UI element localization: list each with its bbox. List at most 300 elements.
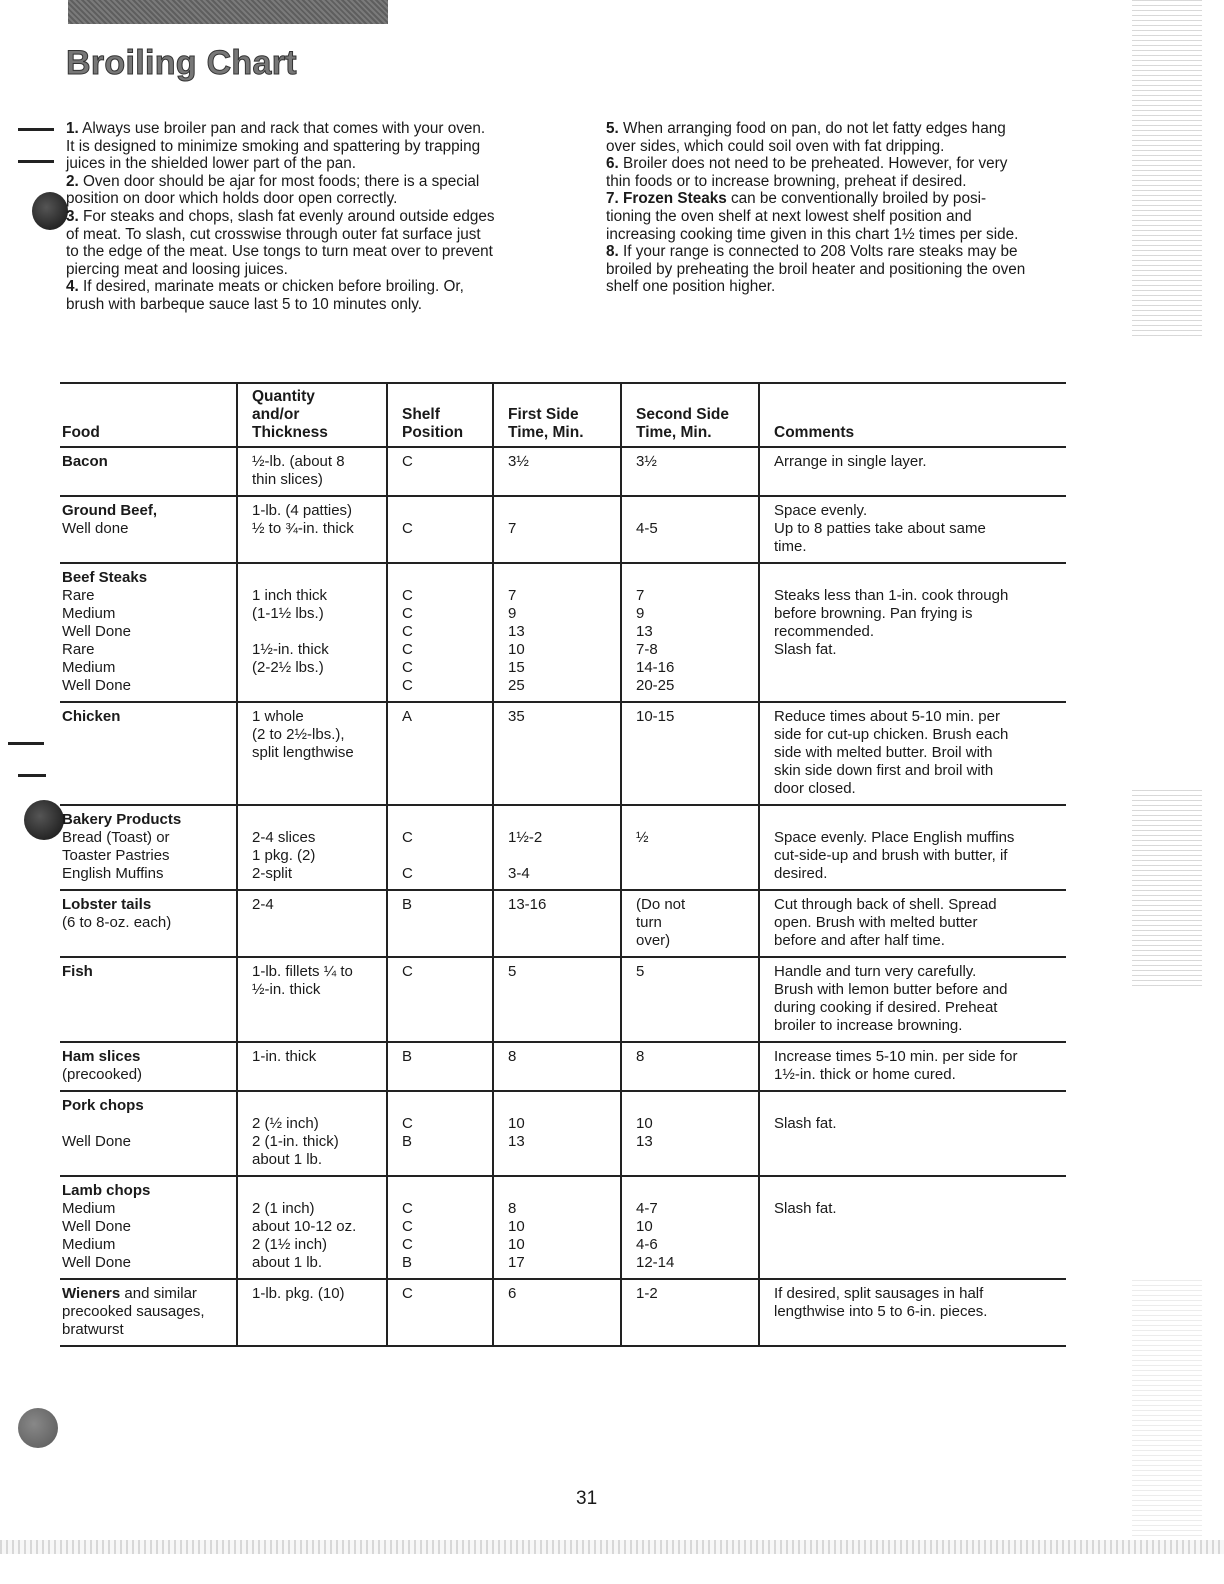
- scan-artifact: [1132, 1280, 1202, 1540]
- first-side-time: 35: [508, 708, 525, 725]
- second-side-time: 14-16: [636, 659, 675, 676]
- comment-line: door closed.: [774, 780, 856, 797]
- quantity-line: [252, 811, 382, 829]
- second-side-time: (Do not: [636, 896, 686, 913]
- quantity-line: thin slices): [252, 471, 323, 488]
- quantity-cell: [237, 957, 387, 1042]
- shelf-position: C: [402, 623, 413, 640]
- food-variant: Well Done: [62, 1254, 131, 1271]
- food-variant: Medium: [62, 659, 116, 676]
- food-name: Bacon: [62, 453, 108, 470]
- second-side-time: 7: [636, 587, 645, 604]
- quantity-cell: [237, 890, 387, 957]
- scan-artifact: [1132, 790, 1202, 990]
- table-row: [60, 957, 1066, 1042]
- first-side-time: [508, 502, 616, 520]
- second-side-time: [636, 1182, 754, 1200]
- quantity-line: 1 inch thick: [252, 587, 328, 604]
- second-side-time: 5: [636, 963, 645, 980]
- shelf-cell: [387, 702, 493, 805]
- first-side-time: 7: [508, 520, 517, 537]
- comments-cell: [759, 563, 1066, 702]
- comments-cell: [759, 447, 1066, 496]
- shelf-position: [402, 1097, 488, 1115]
- comment-line: [774, 1097, 1062, 1115]
- shelf-position: B: [402, 896, 413, 913]
- binder-hole-icon: [24, 800, 64, 840]
- shelf-position: [402, 1182, 488, 1200]
- quantity-line: (2 to 2½-lbs.),: [252, 726, 345, 743]
- note-text: If desired, marinate meats or chicken before broiling. Or,: [83, 278, 464, 296]
- header-second-side: Second Side Time, Min.: [621, 383, 759, 447]
- quantity-line: 1 whole: [252, 708, 304, 725]
- table-row: [60, 1176, 1066, 1279]
- note-item: [66, 120, 544, 173]
- note-item: [66, 278, 544, 313]
- second-side-time: 4-6: [636, 1236, 658, 1253]
- note-number: 5.: [606, 120, 619, 137]
- header-quantity: Quantity and/or Thickness: [237, 383, 387, 447]
- margin-mark: [8, 742, 44, 745]
- second-side-cell: [621, 447, 759, 496]
- shelf-cell: [387, 890, 493, 957]
- comment-line: 1½-in. thick or home cured.: [774, 1066, 956, 1083]
- shelf-cell: [387, 805, 493, 890]
- comment-line: Handle and turn very carefully.: [774, 963, 977, 980]
- note-number: 2.: [66, 172, 79, 190]
- note-number: 1.: [66, 120, 79, 137]
- page-title: Broiling Chart: [66, 44, 297, 82]
- shelf-position: C: [402, 1200, 413, 1217]
- shelf-position: B: [402, 1254, 413, 1271]
- quantity-line: (1-1½ lbs.): [252, 605, 324, 622]
- food-name: Lamb chops: [62, 1182, 151, 1199]
- quantity-line: 2 (½ inch): [252, 1115, 319, 1132]
- first-side-time: 25: [508, 677, 525, 694]
- quantity-line: 1-lb. (4 patties): [252, 502, 353, 519]
- first-side-cell: [493, 1091, 621, 1176]
- table-row: [60, 805, 1066, 890]
- table-header-row: [60, 383, 1066, 447]
- quantity-line: 1 pkg. (2): [252, 847, 316, 864]
- second-side-time: 4-7: [636, 1200, 658, 1217]
- first-side-cell: [493, 1176, 621, 1279]
- quantity-line: 2 (1½ inch): [252, 1236, 328, 1253]
- note-text: It is designed to minimize smoking and spattering by trapping: [66, 137, 481, 155]
- comment-line: [774, 811, 1062, 829]
- comment-line: Reduce times about 5-10 min. per: [774, 708, 1000, 725]
- food-cell: [60, 805, 237, 890]
- quantity-line: 1-in. thick: [252, 1048, 317, 1065]
- shelf-position: C: [402, 1236, 413, 1253]
- comments-cell: [759, 1091, 1066, 1176]
- table-row: [60, 496, 1066, 563]
- shelf-position: [402, 502, 488, 520]
- note-text: When arranging food on pan, do not let fatty edges hang: [623, 120, 1006, 137]
- first-side-time: [508, 569, 616, 587]
- second-side-time: 10-15: [636, 708, 675, 725]
- food-name: Bakery Products: [62, 811, 182, 828]
- second-side-time: 9: [636, 605, 645, 622]
- second-side-time: [636, 569, 754, 587]
- comment-line: lengthwise into 5 to 6-in. pieces.: [774, 1303, 988, 1320]
- note-text: juices in the shielded lower part of the pan.: [66, 155, 356, 173]
- food-variant: Well Done: [62, 623, 131, 640]
- note-number: 6.: [606, 155, 619, 173]
- quantity-line: about 10-12 oz.: [252, 1218, 357, 1235]
- food-cell: [60, 1176, 237, 1279]
- quantity-cell: [237, 1042, 387, 1091]
- food-name: Beef Steaks: [62, 569, 148, 586]
- quantity-line: 2 (1 inch): [252, 1200, 315, 1217]
- note-text: Oven door should be ajar for most foods; there is a special: [83, 172, 480, 190]
- second-side-time: 13: [636, 1133, 653, 1150]
- food-variant: Rare: [62, 587, 95, 604]
- comments-cell: [759, 496, 1066, 563]
- quantity-cell: [237, 702, 387, 805]
- second-side-cell: [621, 1042, 759, 1091]
- second-side-cell: [621, 957, 759, 1042]
- quantity-line: [252, 1097, 382, 1115]
- food-name: Lobster tails: [62, 896, 152, 913]
- comment-line: [774, 569, 1062, 587]
- header-shelf: Shelf Position: [387, 383, 493, 447]
- food-variant: Medium: [62, 1236, 116, 1253]
- second-side-time: 10: [636, 1218, 653, 1235]
- first-side-time: 5: [508, 963, 517, 980]
- comment-line: side with melted butter. Broil with: [774, 744, 993, 761]
- second-side-time: ½: [636, 829, 649, 846]
- shelf-position: C: [402, 641, 413, 658]
- first-side-time: 6: [508, 1285, 517, 1302]
- comments-cell: [759, 1279, 1066, 1346]
- note-item: [66, 208, 544, 278]
- scan-artifact: [0, 1540, 1224, 1554]
- shelf-position: [402, 569, 488, 587]
- note-number: 7.: [606, 190, 619, 208]
- note-item: [606, 155, 1068, 190]
- comment-line: [774, 1182, 1062, 1200]
- quantity-cell: [237, 496, 387, 563]
- food-name: Pork chops: [62, 1097, 144, 1114]
- note-text: position on door which holds door open correctly.: [66, 190, 398, 208]
- note-text: over sides, which could soil oven with fat dripping.: [606, 137, 945, 155]
- first-side-cell: [493, 957, 621, 1042]
- shelf-position: C: [402, 520, 413, 537]
- comment-line: Slash fat.: [774, 1200, 837, 1217]
- note-text: tioning the oven shelf at next lowest shelf position and: [606, 207, 972, 225]
- second-side-time: 12-14: [636, 1254, 675, 1271]
- food-cell: [60, 957, 237, 1042]
- food-variant: Well Done: [62, 1133, 131, 1150]
- note-text: can be conventionally broiled by posi-: [730, 190, 987, 208]
- food-name: Ham slices: [62, 1048, 141, 1065]
- shelf-position: C: [402, 1218, 413, 1235]
- note-text: For steaks and chops, slash fat evenly around outside edges: [83, 207, 495, 225]
- note-text: thin foods or to increase browning, preheat if desired.: [606, 172, 967, 190]
- food-variant: (precooked): [62, 1066, 143, 1083]
- table-row: [60, 563, 1066, 702]
- note-text: shelf one position higher.: [606, 278, 776, 296]
- comment-line: broiler to increase browning.: [774, 1017, 963, 1034]
- food-name: Wieners: [62, 1285, 121, 1302]
- second-side-cell: [621, 805, 759, 890]
- shelf-cell: [387, 1042, 493, 1091]
- first-side-cell: [493, 805, 621, 890]
- note-text: broiled by preheating the broil heater and positioning the oven: [606, 260, 1026, 278]
- food-cell: [60, 1042, 237, 1091]
- broiling-chart-table: [60, 382, 1066, 1347]
- note-item: [606, 190, 1068, 243]
- first-side-time: 13: [508, 623, 525, 640]
- comment-line: If desired, split sausages in half: [774, 1285, 984, 1302]
- note-text: Broiler does not need to be preheated. However, for very: [623, 155, 1008, 173]
- food-variant: Well Done: [62, 677, 131, 694]
- shelf-position: B: [402, 1048, 413, 1065]
- note-item: [606, 243, 1068, 296]
- second-side-cell: [621, 702, 759, 805]
- second-side-time: 7-8: [636, 641, 658, 658]
- comment-line: during cooking if desired. Preheat: [774, 999, 998, 1016]
- first-side-time: 1½-2: [508, 829, 543, 846]
- food-cell: [60, 563, 237, 702]
- first-side-cell: [493, 447, 621, 496]
- first-side-cell: [493, 1279, 621, 1346]
- note-number: 3.: [66, 207, 79, 225]
- food-variant: English Muffins: [62, 865, 164, 882]
- comment-line: before browning. Pan frying is: [774, 605, 973, 622]
- comment-line: before and after half time.: [774, 932, 945, 949]
- quantity-line: 2 (1-in. thick): [252, 1133, 339, 1150]
- second-side-time: [636, 811, 754, 829]
- shelf-position: C: [402, 1115, 413, 1132]
- note-text: of meat. To slash, cut crosswise through outer fat surface just: [66, 225, 481, 243]
- food-variant: Toaster Pastries: [62, 847, 170, 864]
- shelf-cell: [387, 1279, 493, 1346]
- first-side-time: [508, 1182, 616, 1200]
- shelf-position: A: [402, 708, 413, 725]
- food-variant: bratwurst: [62, 1321, 124, 1338]
- quantity-cell: [237, 1091, 387, 1176]
- first-side-cell: [493, 702, 621, 805]
- table-row: [60, 1042, 1066, 1091]
- comments-cell: [759, 1176, 1066, 1279]
- quantity-cell: [237, 1279, 387, 1346]
- header-comments: Comments: [759, 383, 1066, 447]
- shelf-position: [402, 847, 488, 865]
- first-side-time: [508, 1097, 616, 1115]
- comment-line: skin side down first and broil with: [774, 762, 994, 779]
- first-side-time: 9: [508, 605, 517, 622]
- shelf-position: B: [402, 1133, 413, 1150]
- comment-line: Increase times 5-10 min. per side for: [774, 1048, 1018, 1065]
- first-side-cell: [493, 563, 621, 702]
- food-suffix: and similar: [120, 1285, 197, 1302]
- first-side-time: 10: [508, 1236, 525, 1253]
- table-row: [60, 1279, 1066, 1346]
- comment-line: Slash fat.: [774, 641, 837, 658]
- second-side-time: 13: [636, 623, 653, 640]
- quantity-line: [252, 1182, 382, 1200]
- note-text: increasing cooking time given in this chart 1½ times per side.: [606, 225, 1019, 243]
- first-side-time: 13-16: [508, 896, 547, 913]
- first-side-cell: [493, 1042, 621, 1091]
- first-side-time: 10: [508, 1218, 525, 1235]
- margin-mark: [18, 160, 54, 163]
- first-side-time: [508, 847, 616, 865]
- food-variant: Well Done: [62, 1218, 131, 1235]
- second-side-cell: [621, 1176, 759, 1279]
- food-variant: precooked sausages,: [62, 1303, 205, 1320]
- food-cell: [60, 447, 237, 496]
- note-text: If your range is connected to 208 Volts rare steaks may be: [623, 243, 1018, 261]
- header-first-side: First Side Time, Min.: [493, 383, 621, 447]
- quantity-line: (2-2½ lbs.): [252, 659, 324, 676]
- shelf-position: C: [402, 677, 413, 694]
- quantity-line: 1-lb. fillets ¼ to: [252, 963, 353, 980]
- comment-line: Space evenly.: [774, 502, 868, 519]
- first-side-time: 15: [508, 659, 525, 676]
- note-number: 4.: [66, 278, 79, 296]
- second-side-time: 10: [636, 1115, 653, 1132]
- shelf-position: C: [402, 659, 413, 676]
- food-cell: [60, 702, 237, 805]
- margin-mark: [18, 128, 54, 131]
- comment-line: Cut through back of shell. Spread: [774, 896, 997, 913]
- first-side-cell: [493, 496, 621, 563]
- quantity-line: 2-split: [252, 865, 293, 882]
- second-side-time: 20-25: [636, 677, 675, 694]
- second-side-time: [636, 502, 754, 520]
- second-side-cell: [621, 1279, 759, 1346]
- comments-cell: [759, 1042, 1066, 1091]
- first-side-time: 10: [508, 1115, 525, 1132]
- comments-cell: [759, 805, 1066, 890]
- quantity-line: 2-4: [252, 896, 274, 913]
- quantity-line: about 1 lb.: [252, 1254, 323, 1271]
- first-side-cell: [493, 890, 621, 957]
- shelf-cell: [387, 1176, 493, 1279]
- second-side-time: over): [636, 932, 671, 949]
- comments-cell: [759, 890, 1066, 957]
- table-row: [60, 890, 1066, 957]
- food-variant: Bread (Toast) or: [62, 829, 170, 846]
- second-side-cell: [621, 496, 759, 563]
- second-side-time: 8: [636, 1048, 645, 1065]
- comment-line: Slash fat.: [774, 1115, 837, 1132]
- quantity-cell: [237, 1176, 387, 1279]
- quantity-cell: [237, 447, 387, 496]
- table-row: [60, 1091, 1066, 1176]
- comment-line: open. Brush with melted butter: [774, 914, 978, 931]
- table-row: [60, 702, 1066, 805]
- first-side-time: 8: [508, 1200, 517, 1217]
- food-variant: (6 to 8-oz. each): [62, 914, 172, 931]
- note-item: [606, 120, 1068, 155]
- quantity-cell: [237, 805, 387, 890]
- comment-line: Up to 8 patties take about same: [774, 520, 986, 537]
- first-side-time: 7: [508, 587, 517, 604]
- page-number: 31: [576, 1488, 598, 1509]
- shelf-cell: [387, 447, 493, 496]
- shelf-position: C: [402, 829, 413, 846]
- shelf-cell: [387, 496, 493, 563]
- section-banner: [68, 0, 388, 24]
- comment-line: side for cut-up chicken. Brush each: [774, 726, 1009, 743]
- comment-line: Brush with lemon butter before and: [774, 981, 1008, 998]
- second-side-time: 1-2: [636, 1285, 658, 1302]
- quantity-line: ½-lb. (about 8: [252, 453, 345, 470]
- second-side-time: 3½: [636, 453, 657, 470]
- food-cell: [60, 1279, 237, 1346]
- note-number: 8.: [606, 243, 619, 261]
- shelf-cell: [387, 1091, 493, 1176]
- first-side-time: 13: [508, 1133, 525, 1150]
- shelf-position: C: [402, 865, 413, 882]
- food-variant: Rare: [62, 641, 95, 658]
- binder-hole-icon: [18, 1408, 58, 1448]
- margin-mark: [18, 774, 46, 777]
- comment-line: Arrange in single layer.: [774, 453, 927, 470]
- food-cell: [60, 1091, 237, 1176]
- comments-cell: [759, 957, 1066, 1042]
- comment-line: time.: [774, 538, 807, 555]
- first-side-time: 10: [508, 641, 525, 658]
- first-side-time: 8: [508, 1048, 517, 1065]
- quantity-line: split lengthwise: [252, 744, 354, 761]
- quantity-line: ½-in. thick: [252, 981, 321, 998]
- second-side-cell: [621, 563, 759, 702]
- note-text: brush with barbeque sauce last 5 to 10 minutes only.: [66, 295, 423, 313]
- shelf-cell: [387, 563, 493, 702]
- food-variant: Medium: [62, 1200, 116, 1217]
- header-food: Food: [60, 383, 237, 447]
- second-side-time: 4-5: [636, 520, 658, 537]
- quantity-line: ½ to ¾-in. thick: [252, 520, 354, 537]
- notes-right: [606, 120, 1068, 296]
- binder-hole-icon: [32, 192, 68, 230]
- comment-line: recommended.: [774, 623, 875, 640]
- food-variant: Medium: [62, 605, 116, 622]
- second-side-time: turn: [636, 914, 662, 931]
- second-side-cell: [621, 890, 759, 957]
- shelf-cell: [387, 957, 493, 1042]
- shelf-position: C: [402, 605, 413, 622]
- scan-artifact: [1132, 0, 1202, 340]
- food-variant: Well done: [62, 520, 129, 537]
- shelf-position: C: [402, 1285, 413, 1302]
- food-cell: [60, 890, 237, 957]
- note-text: Always use broiler pan and rack that comes with your oven.: [82, 120, 486, 137]
- quantity-line: about 1 lb.: [252, 1151, 323, 1168]
- note-text: piercing meat and loosing juices.: [66, 260, 288, 278]
- second-side-time: [636, 1097, 754, 1115]
- food-cell: [60, 496, 237, 563]
- shelf-position: C: [402, 587, 413, 604]
- quantity-line: 1-lb. pkg. (10): [252, 1285, 345, 1302]
- note-text: to the edge of the meat. Use tongs to turn meat over to prevent: [66, 243, 493, 261]
- comments-cell: [759, 702, 1066, 805]
- second-side-cell: [621, 1091, 759, 1176]
- quantity-line: 1½-in. thick: [252, 641, 329, 658]
- food-name: Fish: [62, 963, 93, 980]
- quantity-line: [252, 569, 382, 587]
- first-side-time: [508, 811, 616, 829]
- shelf-position: C: [402, 963, 413, 980]
- comment-line: cut-side-up and brush with butter, if: [774, 847, 1008, 864]
- comment-line: Space evenly. Place English muffins: [774, 829, 1015, 846]
- quantity-line: 2-4 slices: [252, 829, 316, 846]
